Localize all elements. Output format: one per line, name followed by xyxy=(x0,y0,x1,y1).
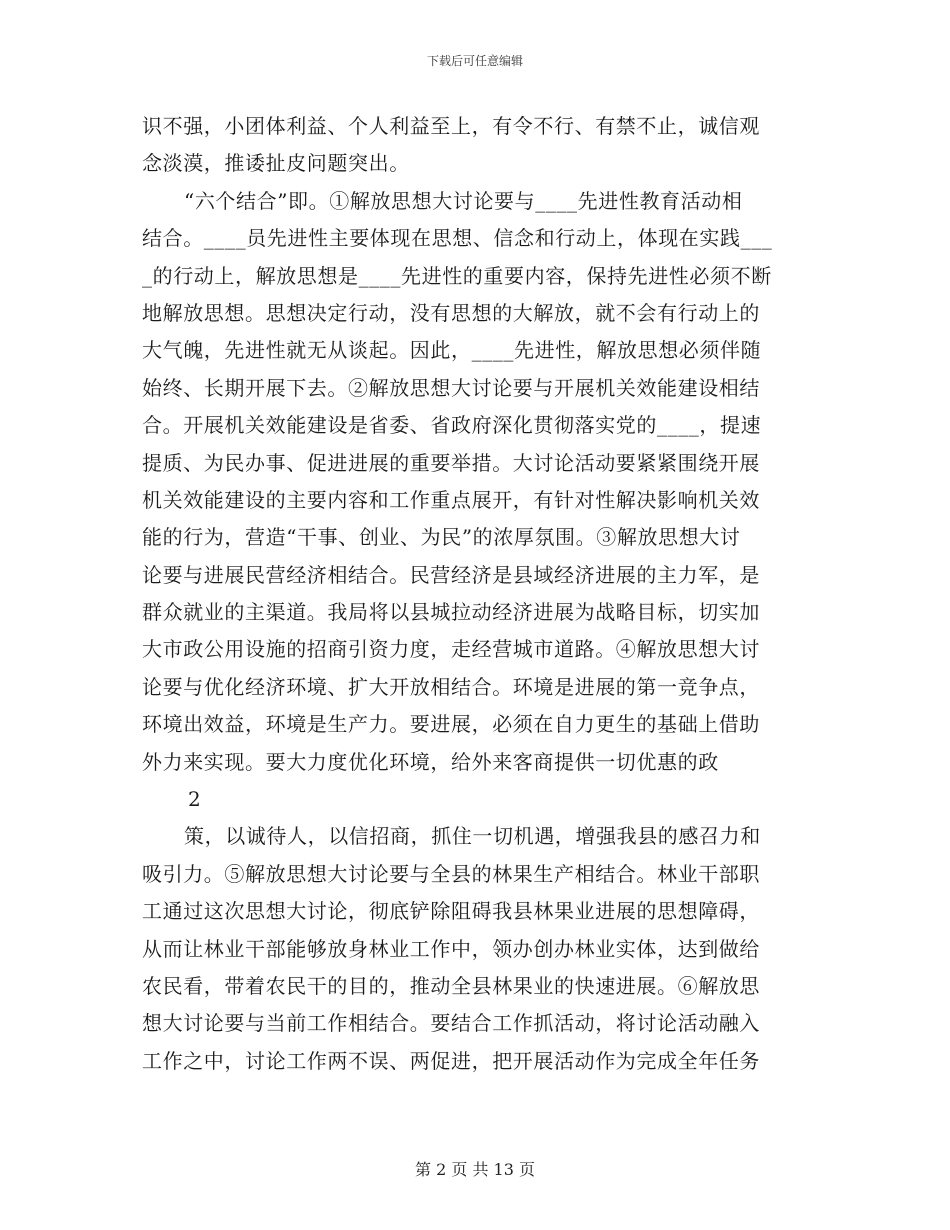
text-line: 吸引力。⑤解放思想大讨论要与全县的林果生产相结合。林业干部职 xyxy=(142,861,760,886)
text-line: 论要与优化经济环境、扩大开放相结合。环境是进展的第一竞争点， xyxy=(142,674,760,699)
text-line: 从而让林业干部能够放身林业工作中，领办创办林业实体，达到做给 xyxy=(142,936,760,961)
text-line: 想大讨论要与当前工作相结合。要结合工作抓活动，将讨论活动融入 xyxy=(142,1011,760,1036)
text-line: 工作之中，讨论工作两不误、两促进，把开展活动作为完成全年任务 xyxy=(142,1048,760,1073)
page-footer: 第 2 页 共 13 页 xyxy=(415,1160,535,1179)
text-line: 合。开展机关效能建设是省委、省政府深化贯彻落实党的____，提速 xyxy=(142,413,762,438)
text-line: 环境出效益，环境是生产力。要进展，必须在自力更生的基础上借助 xyxy=(142,712,760,737)
text-line: 提质、为民办事、促进进展的重要举措。大讨论活动要紧紧围绕开展 xyxy=(142,450,760,475)
text-line: 结合。____员先进性主要体现在思想、信念和行动上，体现在实践___ xyxy=(142,226,773,251)
text-line: 大市政公用设施的招商引资力度，走经营城市道路。④解放思想大讨 xyxy=(142,637,760,662)
text-line: 论要与进展民营经济相结合。民营经济是县域经济进展的主力军，是 xyxy=(142,562,760,587)
text-line: 群众就业的主渠道。我局将以县城拉动经济进展为战略目标，切实加 xyxy=(142,600,760,625)
text-line: 机关效能建设的主要内容和工作重点展开，有针对性解决影响机关效 xyxy=(142,487,760,512)
text-line: 工通过这次思想大讨论，彻底铲除阻碍我县林果业进展的思想障碍， xyxy=(142,899,760,924)
inline-page-number: 2 xyxy=(188,787,201,812)
paragraph-start-line: “六个结合”即。①解放思想大讨论要与____先进性教育活动相 xyxy=(184,188,743,213)
text-line: 识不强，小团体利益、个人利益至上，有令不行、有禁不止，诚信观 xyxy=(142,114,760,138)
paragraph-start-line: 策，以诚待人，以信招商，抓住一切机遇，增强我县的感召力和 xyxy=(184,824,761,849)
text-line: 始终、长期开展下去。②解放思想大讨论要与开展机关效能建设相结 xyxy=(142,375,760,400)
text-line: _的行动上，解放思想是____先进性的重要内容，保持先进性必须不断 xyxy=(142,263,772,288)
text-line: 地解放思想。思想决定行动，没有思想的大解放，就不会有行动上的 xyxy=(142,300,760,325)
text-line: 外力来实现。要大力度优化环境，给外来客商提供一切优惠的政 xyxy=(142,749,719,774)
text-line: 能的行为，营造“干事、创业、为民”的浓厚氛围。③解放思想大讨 xyxy=(142,525,741,550)
text-line: 念淡漠，推诿扯皮问题突出。 xyxy=(142,151,410,176)
text-line: 大气魄，先进性就无从谈起。因此，____先进性，解放思想必须伴随 xyxy=(142,338,762,363)
document-body xyxy=(142,108,802,1080)
text-line: 农民看，带着农民干的目的，推动全县林果业的快速进展。⑥解放思 xyxy=(142,973,760,998)
page-header: 下载后可任意编辑 xyxy=(426,54,523,68)
